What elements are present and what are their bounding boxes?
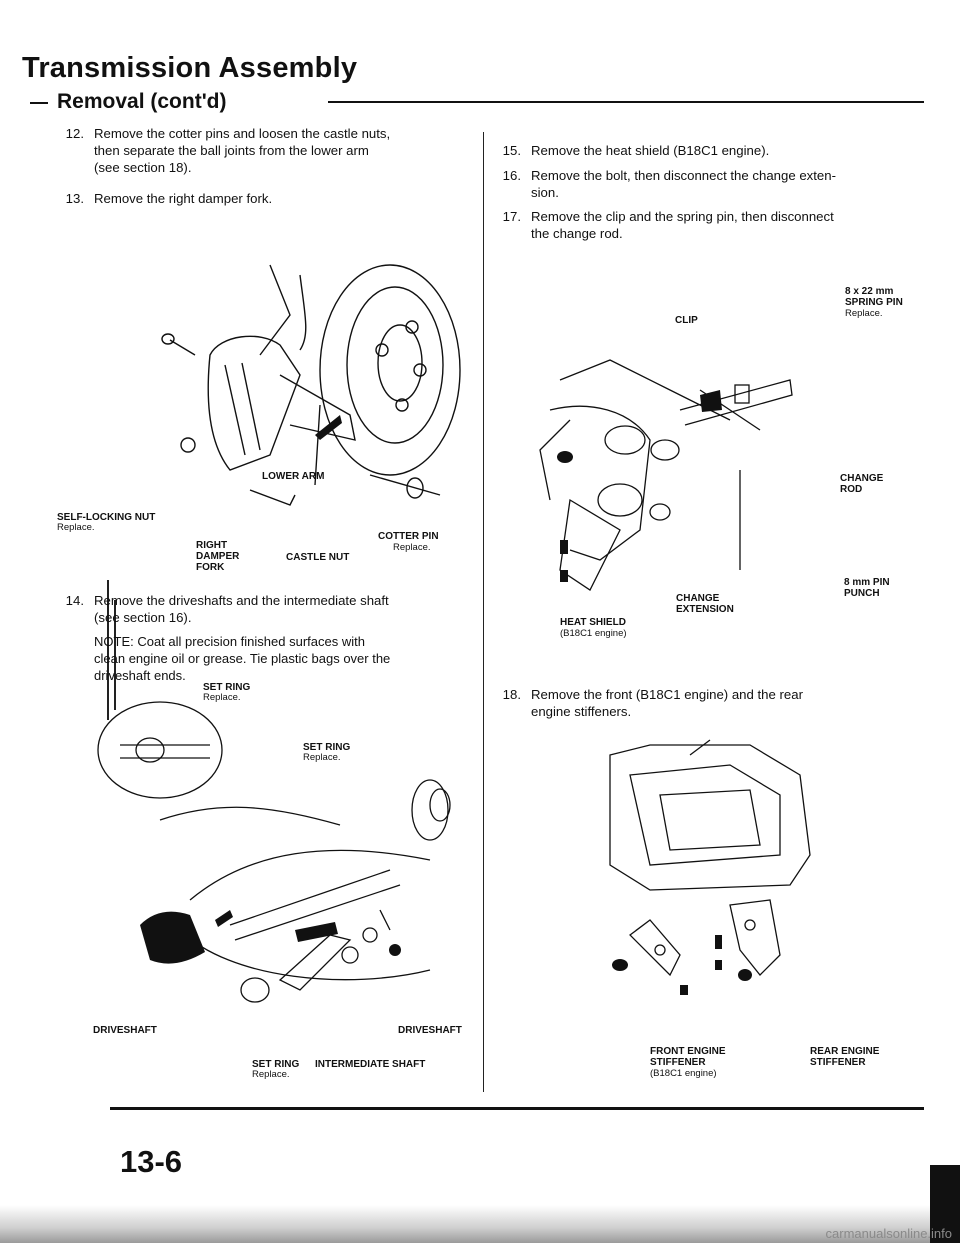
step-18 [495, 686, 925, 722]
step-16 [495, 167, 925, 203]
driveshaft-right-label: DRIVESHAFT [398, 1025, 462, 1036]
change-extension-label: CHANGE EXTENSION [676, 593, 734, 615]
lower-arm-label: LOWER ARM [262, 471, 325, 482]
step-line: Remove the bolt, then disconnect the change exten- [531, 168, 836, 183]
heat-shield-note: (B18C1 engine) [560, 628, 627, 639]
spring-pin-note: Replace. [845, 308, 883, 319]
intermediate-shaft-label: INTERMEDIATE SHAFT [315, 1059, 426, 1070]
damper-fork-illustration [150, 255, 470, 545]
step-number: 12. [65, 126, 84, 141]
note-line: driveshaft ends. [94, 668, 186, 683]
rear-stiffener-label: REAR ENGINE STIFFENER [810, 1046, 880, 1068]
note-line: clean engine oil or grease. Tie plastic bags over the [94, 651, 391, 666]
set-ring-top-note: Replace. [203, 692, 241, 703]
header-rule-right [328, 101, 924, 103]
step-line: Remove the right damper fork. [94, 191, 273, 206]
step-line: (see section 16). [94, 610, 192, 625]
right-damper-fork-label: RIGHT DAMPER FORK [196, 540, 240, 573]
heat-shield-label: HEAT SHIELD [560, 617, 626, 628]
set-ring-bottom-label: SET RING [252, 1059, 300, 1070]
castle-nut-label: CASTLE NUT [286, 552, 350, 563]
step-line: (see section 18). [94, 160, 192, 175]
step-line: then separate the ball joints from the lower arm [94, 143, 369, 158]
spring-pin-label: 8 x 22 mm SPRING PIN [845, 286, 903, 308]
watermark: carmanualsonline.info [825, 1226, 952, 1241]
section-subtitle: Removal (cont'd) [57, 90, 227, 113]
step-line: sion. [531, 185, 559, 200]
self-locking-nut-note: Replace. [57, 522, 95, 533]
step-12 [58, 125, 478, 177]
front-stiffener-label: FRONT ENGINE STIFFENER [650, 1046, 726, 1068]
step-line: engine stiffeners. [531, 704, 632, 719]
step-line: Remove the clip and the spring pin, then disconnect [531, 209, 834, 224]
driveshaft-left-label: DRIVESHAFT [93, 1025, 157, 1036]
step-number: 13. [65, 191, 84, 206]
note-line: NOTE: Coat all precision finished surfaces with [94, 634, 365, 649]
page-title: Transmission Assembly [22, 52, 358, 84]
step-15 [495, 142, 925, 160]
step-line: the change rod. [531, 226, 623, 241]
self-locking-nut-label: SELF-LOCKING NUT [57, 512, 156, 523]
step-number: 16. [502, 168, 521, 183]
step-line: Remove the driveshafts and the intermediate shaft [94, 593, 389, 608]
step-number: 17. [502, 209, 521, 224]
change-rod-illustration [530, 300, 860, 630]
step-14 [58, 592, 478, 628]
driveshaft-illustration [100, 690, 480, 1010]
front-stiffener-note: (B18C1 engine) [650, 1068, 717, 1079]
step-number: 14. [65, 593, 84, 608]
pin-punch-label: 8 mm PIN PUNCH [844, 577, 890, 599]
set-ring-mid-note: Replace. [303, 752, 341, 763]
set-ring-bottom-note: Replace. [252, 1069, 290, 1080]
step-line: Remove the heat shield (B18C1 engine). [531, 143, 770, 158]
step-13 [58, 190, 478, 208]
footer-rule [110, 1107, 924, 1110]
step-line: Remove the front (B18C1 engine) and the rear [531, 687, 803, 702]
cotter-pin-label: COTTER PIN [378, 531, 439, 542]
step-number: 18. [502, 687, 521, 702]
scan-edge [0, 1205, 960, 1243]
cotter-pin-note: Replace. [393, 542, 431, 553]
set-ring-top-label: SET RING [203, 682, 251, 693]
set-ring-mid-label: SET RING [303, 742, 351, 753]
clip-label: CLIP [675, 315, 698, 326]
header-rule-left [30, 102, 48, 104]
precision-surface-note [94, 633, 479, 684]
change-rod-label: CHANGE ROD [840, 473, 884, 495]
page-number: 13-6 [120, 1144, 183, 1179]
step-17 [495, 208, 925, 244]
step-number: 15. [502, 143, 521, 158]
step-line: Remove the cotter pins and loosen the castle nuts, [94, 126, 391, 141]
engine-stiffener-illustration [590, 735, 840, 1035]
